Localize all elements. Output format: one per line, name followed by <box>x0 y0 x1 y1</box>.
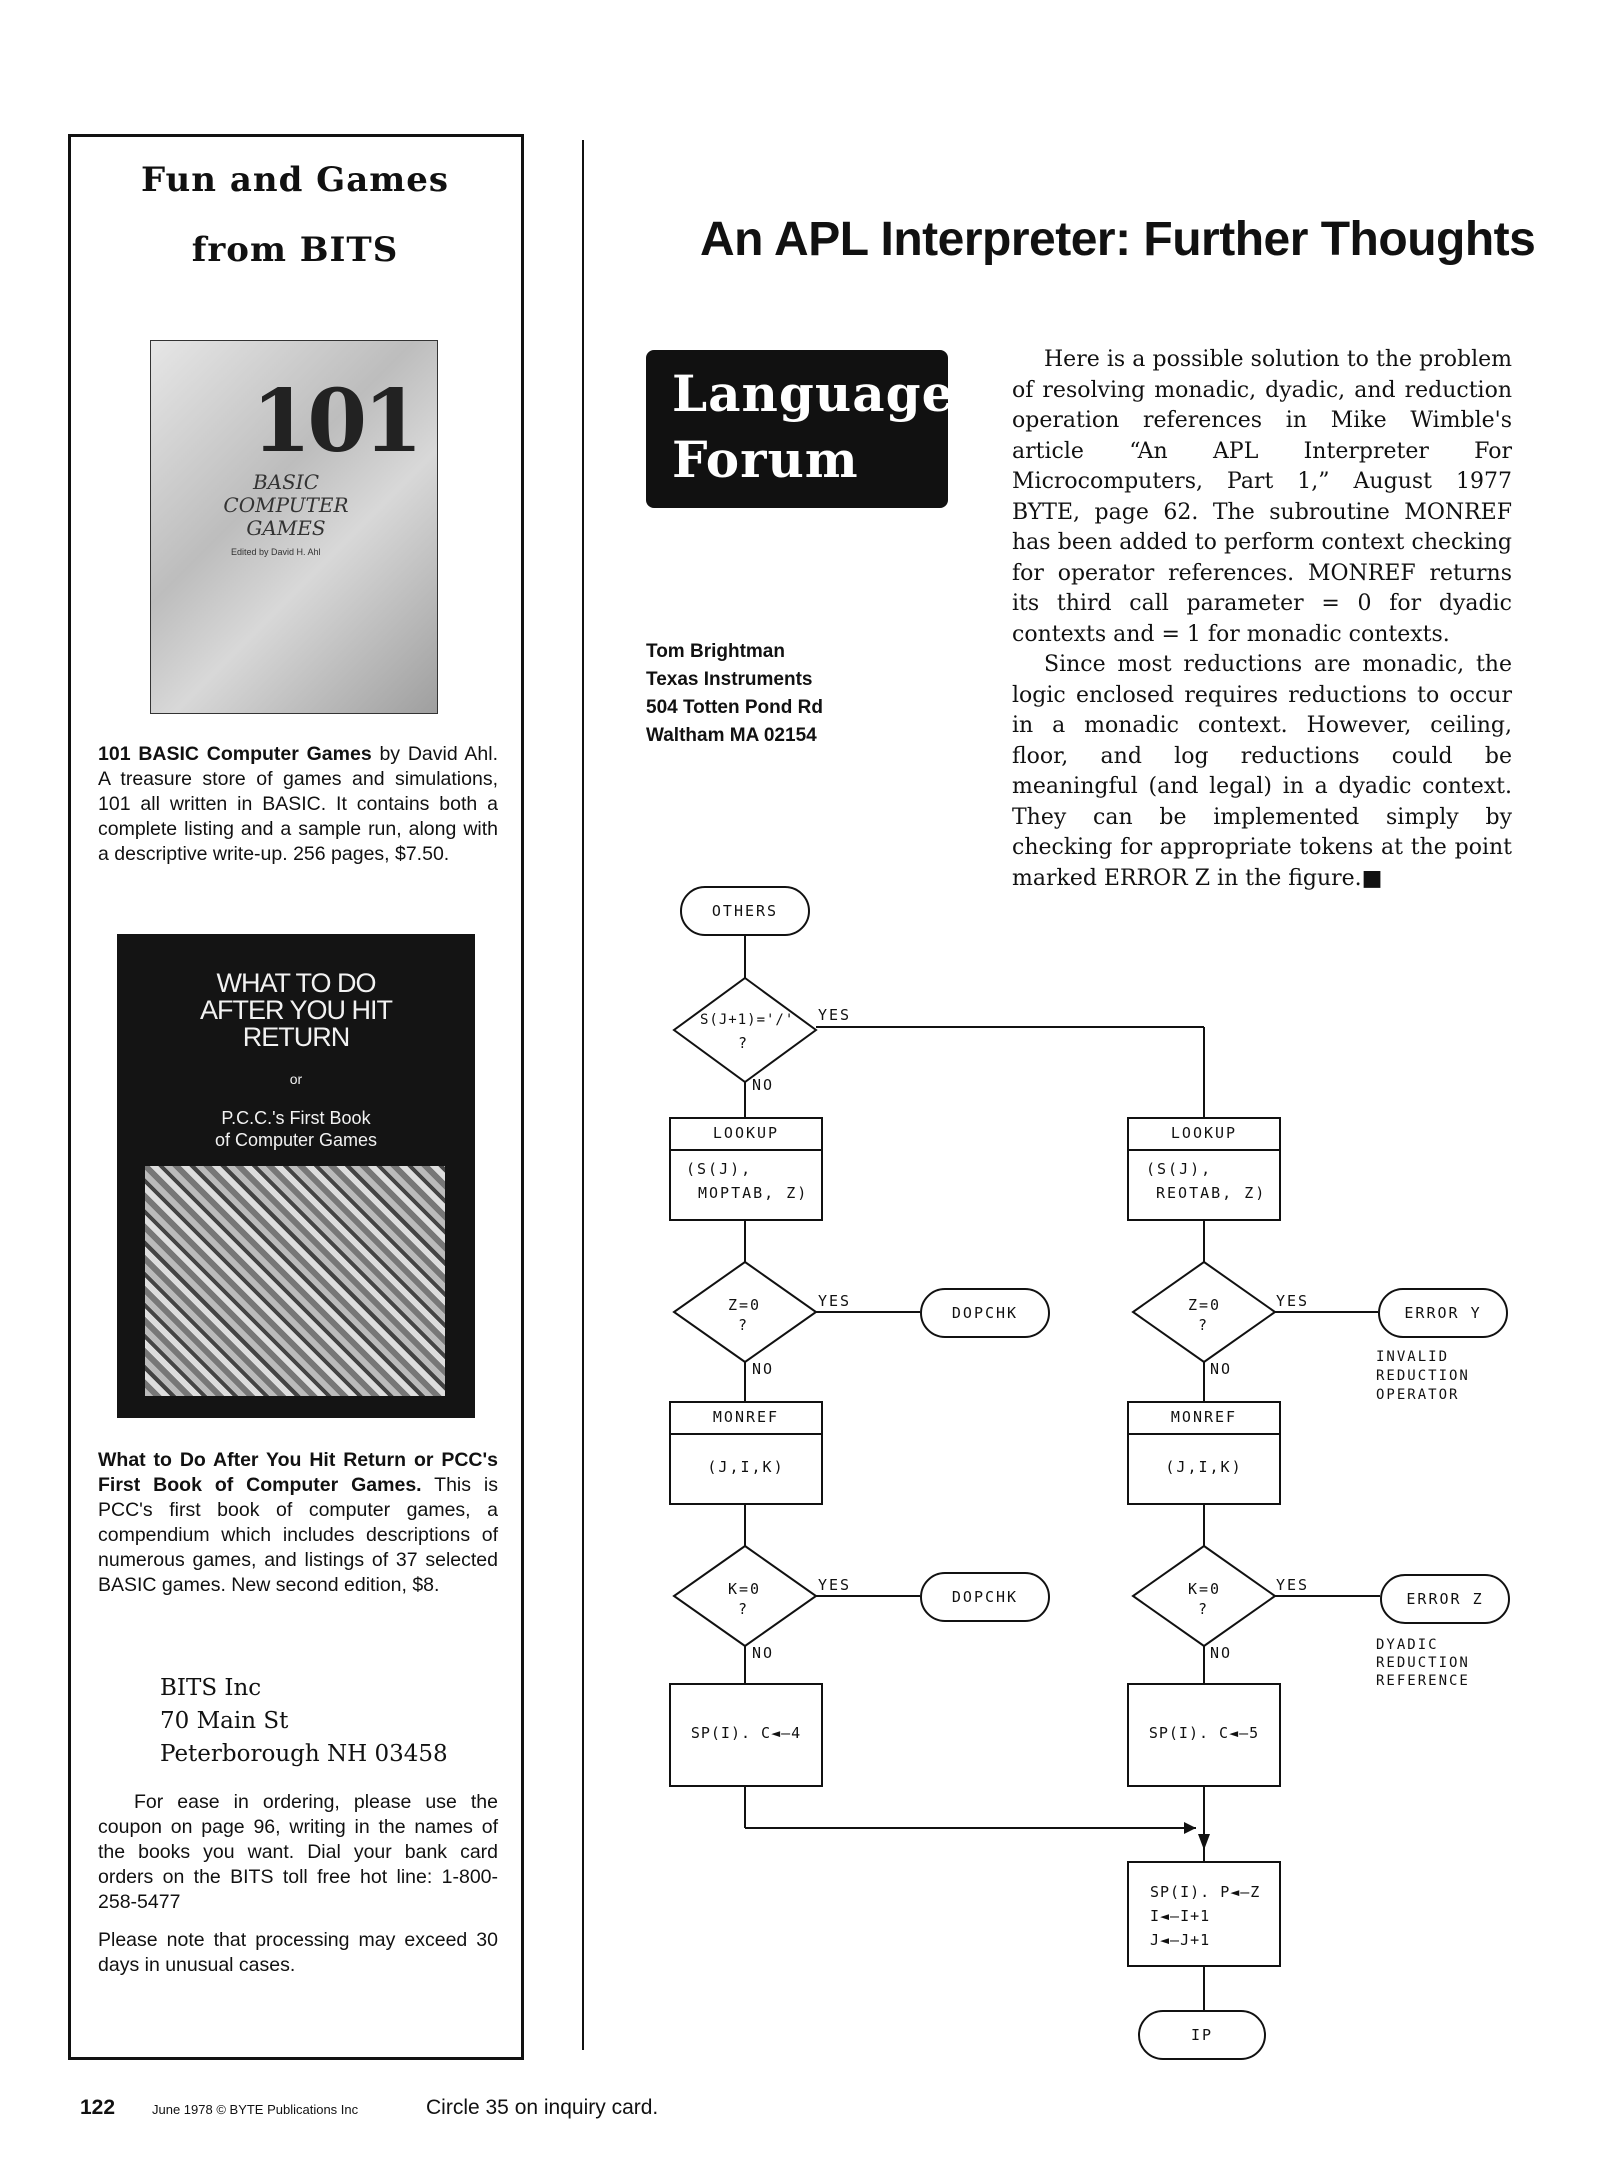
article-paragraph: Since most reductions are monadic, the logic enclosed requires reductions to occur in a monadic context. However, ceiling, floor, and log reductions could be meaningful (and legal) in a dyadic context. They can be implemented simply by checking for appropriate tokens at the point marked ERROR Z in the figure.■ <box>1012 652 1512 891</box>
decision-z-right-no: NO <box>1210 1360 1233 1378</box>
inquiry-line: Circle 35 on inquiry card. <box>426 2096 659 2119</box>
logo-line1: Languages <box>672 364 984 423</box>
author-name: Tom Brightman <box>646 641 785 662</box>
error-y-terminal: ERROR Y <box>1378 1288 1508 1338</box>
order-text: For ease in ordering, please use the coupon on page 96, writing in the names of the books you want. Dial your bank card orders on the BITS toll free hot line: 1-800-258-5477 <box>98 1791 498 1913</box>
monref-right-head: MONREF <box>1170 1408 1238 1426</box>
decision-z-left: Z=0 <box>728 1296 762 1314</box>
cover-editor: Edited by David H. Ahl <box>231 547 321 557</box>
error-y-note <box>1376 1348 1470 1405</box>
decision-k-right-yes: YES <box>1276 1576 1310 1594</box>
monref-left-head: MONREF <box>712 1408 780 1426</box>
processing-note: Please note that processing may exceed 30 days in unusual cases. <box>98 1929 498 1976</box>
assign-left: SP(I). C◄—4 <box>690 1724 802 1742</box>
final-assign <box>1128 1880 1280 1952</box>
decision-z-left-yes: YES <box>818 1292 852 1310</box>
decision1-yes: YES <box>818 1006 852 1024</box>
lookup-left-head: LOOKUP <box>712 1124 780 1142</box>
address-line: 70 Main St <box>160 1708 289 1734</box>
final-line: I◄—I+1 <box>1150 1907 1211 1925</box>
lookup-right-body2: REOTAB, Z) <box>1156 1184 1267 1202</box>
decision1-label: S(J+1)='/' <box>700 1012 795 1028</box>
decision-z-right-q: ? <box>1198 1316 1210 1334</box>
article-title: An APL Interpreter: Further Thoughts <box>700 213 1536 266</box>
author-city: Waltham MA 02154 <box>646 725 817 746</box>
cover-number: 101 <box>251 371 419 472</box>
dopchk-terminal-2: DOPCHK <box>920 1572 1050 1622</box>
address-line: BITS Inc <box>160 1675 262 1701</box>
assign-right: SP(I). C◄—5 <box>1148 1724 1260 1742</box>
final-line: J◄—J+1 <box>1150 1931 1211 1949</box>
decision-z-left-no: NO <box>752 1360 775 1378</box>
final-line: SP(I). P◄—Z <box>1150 1883 1261 1901</box>
decision-z-left-q: ? <box>738 1316 750 1334</box>
article-paragraph: Here is a possible solution to the problem of resolving monadic, dyadic, and reduction operation references in Mike Wimble's article “An APL Interpreter For Microcomputers, Part 1,” August 1977 BYTE, page 62. The subroutine MONREF has been added to perform context checking for operator references. MONREF returns its third call parameter = 0 for dyadic contexts and = 1 for monadic contexts. <box>1012 347 1512 647</box>
cover-caption: BASIC COMPUTER GAMES <box>223 470 349 540</box>
dopchk-terminal-1: DOPCHK <box>920 1288 1050 1338</box>
issue-line: June 1978 © BYTE Publications Inc <box>152 2102 359 2117</box>
error-z-terminal: ERROR Z <box>1380 1574 1510 1624</box>
book1-text: by David Ahl. A treasure store of games and simulations, 101 all written in BASIC. It contains both a complete listing and a sample run, along with a descriptive write-up. 256 pages, $7.50. <box>98 743 498 865</box>
ad-title-line1: Fun and Games <box>141 160 449 200</box>
error-z-note <box>1376 1636 1470 1690</box>
error-z-note-line: REDUCTION <box>1376 1655 1470 1671</box>
lookup-right-body1: (S(J), <box>1146 1160 1213 1178</box>
lookup-left-body2: MOPTAB, Z) <box>698 1184 809 1202</box>
monref-right-body: (J,I,K) <box>1165 1458 1243 1476</box>
decision-k-right-q: ? <box>1198 1600 1210 1618</box>
start-terminal-others: OTHERS <box>680 886 810 936</box>
monref-left-body: (J,I,K) <box>707 1458 785 1476</box>
author-street: 504 Totten Pond Rd <box>646 697 823 718</box>
error-z-note-line: DYADIC <box>1376 1637 1439 1653</box>
logo-line2: Forum <box>672 430 859 489</box>
decision1-no: NO <box>752 1076 775 1094</box>
lookup-left-body1: (S(J), <box>686 1160 753 1178</box>
decision-k-right: K=0 <box>1188 1580 1222 1598</box>
cover2-or: or <box>289 1071 303 1087</box>
decision-z-right: Z=0 <box>1188 1296 1222 1314</box>
decision1-q: ? <box>738 1034 750 1052</box>
lookup-right-head: LOOKUP <box>1170 1124 1238 1142</box>
author-company: Texas Instruments <box>646 669 813 690</box>
book2-title: What to Do After You Hit Return or PCC's First Book of Computer Games. <box>98 1449 498 1496</box>
book1-title: 101 BASIC Computer Games <box>98 743 372 765</box>
error-z-note-line: REFERENCE <box>1376 1673 1470 1689</box>
cover2-title: WHAT TO DO AFTER YOU HIT RETURN <box>199 968 393 1052</box>
ad-title-line2: from BITS <box>191 230 399 270</box>
decision-k-right-no: NO <box>1210 1644 1233 1662</box>
error-y-note-line: OPERATOR <box>1376 1387 1460 1403</box>
page-number: 122 <box>80 2096 116 2119</box>
book2-text: This is PCC's first book of computer games, a compendium which includes descriptions of numerous games, and listings of 37 selected BASIC games. New second edition, $8. <box>98 1474 499 1596</box>
cover2-subtitle: P.C.C.'s First Book of Computer Games <box>214 1108 378 1150</box>
decision-z-right-yes: YES <box>1276 1292 1310 1310</box>
decision-k-left-no: NO <box>752 1644 775 1662</box>
error-y-note-line: REDUCTION <box>1376 1368 1470 1384</box>
end-terminal-ip: IP <box>1138 2010 1266 2060</box>
decision-k-left-q: ? <box>738 1600 750 1618</box>
error-y-note-line: INVALID <box>1376 1349 1450 1365</box>
address-line: Peterborough NH 03458 <box>160 1741 448 1767</box>
decision-k-left: K=0 <box>728 1580 762 1598</box>
decision-k-left-yes: YES <box>818 1576 852 1594</box>
